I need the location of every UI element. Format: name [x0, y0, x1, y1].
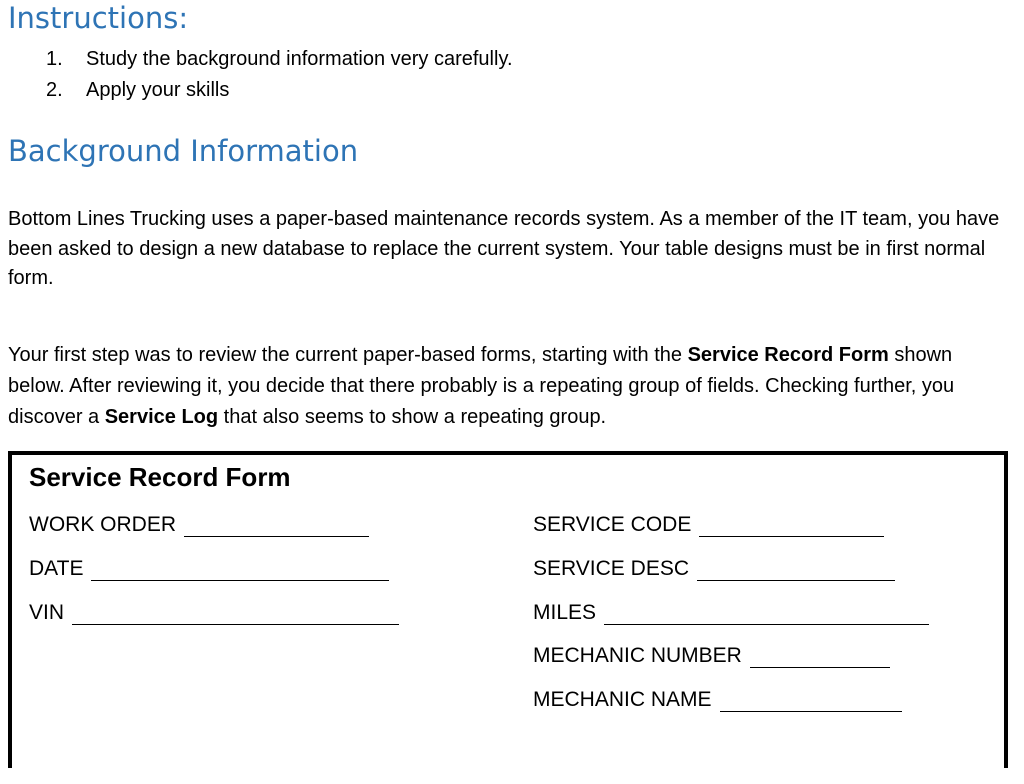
- field-blank: [699, 520, 884, 537]
- field-label: MILES: [533, 601, 597, 624]
- field-label: SERVICE CODE: [533, 513, 692, 536]
- service-code-field: [533, 513, 884, 537]
- background-heading: Background Information: [8, 134, 359, 168]
- instructions-list: [46, 44, 513, 106]
- field-label: SERVICE DESC: [533, 557, 689, 580]
- list-number: 1.: [46, 48, 63, 70]
- vin-field: [29, 601, 399, 625]
- field-blank: [720, 695, 902, 712]
- form-title: Service Record Form: [29, 462, 291, 492]
- background-paragraph-1: Bottom Lines Trucking uses a paper-based maintenance records system. As a member of the IT team, you have been asked to design a new database to replace the current system. Your table designs must be in first normal form.: [8, 208, 1000, 289]
- service-desc-field: [533, 557, 895, 581]
- field-blank: [697, 564, 895, 581]
- para-text: Your first step was to review the current paper-based forms, starting with the: [8, 344, 688, 366]
- miles-field: [533, 601, 929, 625]
- para-text: shown below. After reviewing it, you decide that there probably is a repeating group of fields. Checking further, you discover a: [8, 344, 955, 428]
- list-item: [46, 75, 513, 106]
- field-blank: [750, 651, 890, 668]
- field-label: VIN: [29, 601, 65, 624]
- list-item: [46, 44, 513, 75]
- instructions-heading: Instructions:: [8, 1, 189, 35]
- mechanic-name-field: [533, 688, 902, 712]
- service-log-ref: Service Log: [104, 406, 219, 428]
- work-order-field: [29, 513, 369, 537]
- mechanic-number-field: [533, 644, 890, 668]
- field-blank: [72, 608, 399, 625]
- date-field: [29, 557, 389, 581]
- background-paragraph-2: [8, 340, 1008, 433]
- field-blank: [184, 520, 369, 537]
- field-blank: [604, 608, 929, 625]
- service-record-form: [8, 451, 1008, 768]
- list-number: 2.: [46, 79, 63, 101]
- field-label: DATE: [29, 557, 84, 580]
- field-label: WORK ORDER: [29, 513, 176, 536]
- field-label: MECHANIC NUMBER: [533, 644, 742, 667]
- list-text: Apply your skills: [86, 79, 230, 101]
- service-record-form-ref: Service Record Form: [687, 344, 889, 366]
- para-text: that also seems to show a repeating group.: [218, 406, 607, 428]
- list-text: Study the background information very carefully.: [86, 48, 513, 70]
- field-label: MECHANIC NAME: [533, 688, 712, 711]
- field-blank: [91, 564, 389, 581]
